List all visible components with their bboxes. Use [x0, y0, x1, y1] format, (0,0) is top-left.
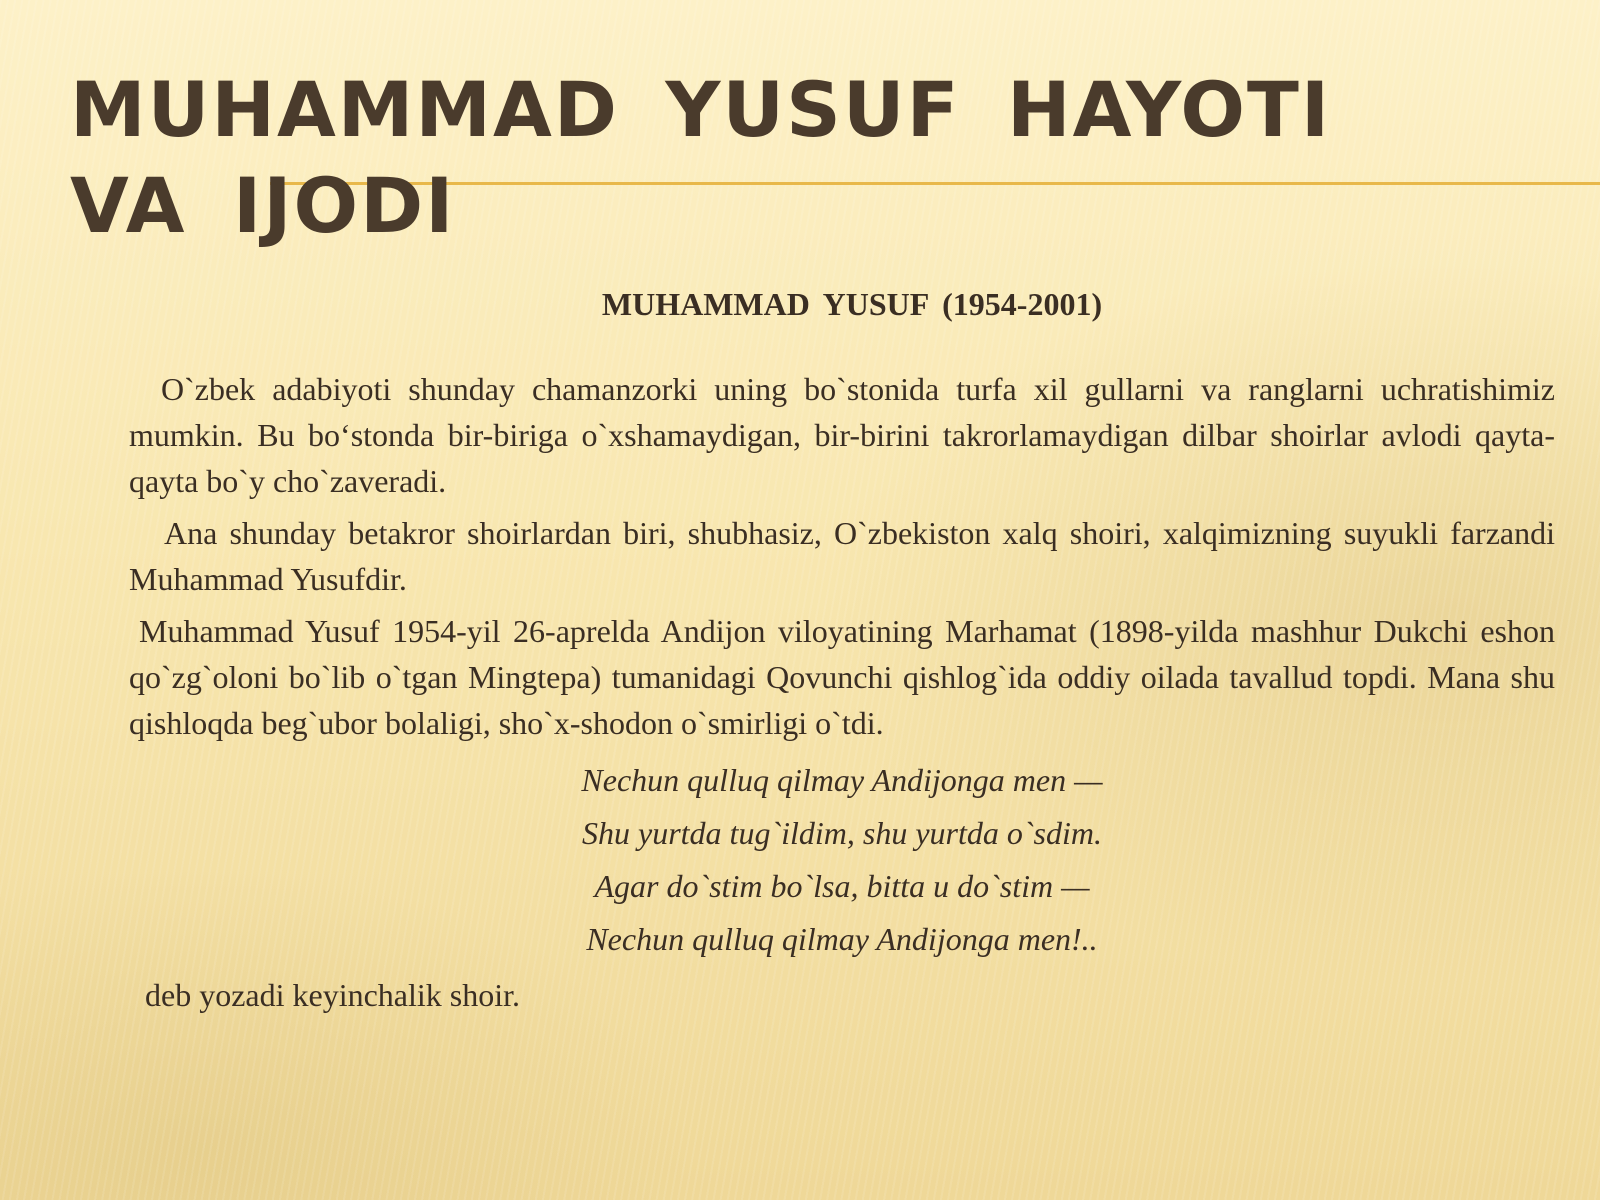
poem-line: Agar do`stim bo`lsa, bitta u do`stim — — [594, 868, 1090, 904]
poem-line: Nechun qulluq qilmay Andijonga men — — [581, 762, 1103, 798]
paragraph-poet: Ana shunday betakror shoirlardan biri, shubhasiz, O`zbekiston xalq shoiri, xalqimizning suyukli farzandi Muhammad Yusufdir. — [129, 515, 1555, 597]
paragraph-biography: Muhammad Yusuf 1954-yil 26-aprelda Andijon viloyatining Marhamat (1898-yilda mashhur Dukchi eshon qo`zg`oloni bo`lib o`tgan Mingtepa) tumanidagi Qovunchi qishlog`ida oddiy oilada tavallud topdi. Mana shu qishloqda beg`ubor bolaligi, sho`x-shodon o`smirligi o`tdi. — [129, 613, 1555, 741]
poem-line: Nechun qulluq qilmay Andijonga men!.. — [586, 921, 1098, 957]
poem-line: Shu yurtda tug`ildim, shu yurtda o`sdim. — [582, 815, 1102, 851]
slide-title: MUHAMMAD YUSUF HAYOTI VA IJODI — [70, 65, 1332, 250]
author-heading: MUHAMMAD YUSUF (1954-2001) — [601, 286, 1103, 322]
poem-quote — [129, 754, 1555, 966]
closing-line: deb yozadi keyinchalik shoir. — [145, 977, 521, 1013]
slide-body — [129, 282, 1555, 1018]
paragraph-intro: O`zbek adabiyoti shunday chamanzorki uning bo`stonida turfa xil gullarni va ranglarni uchratishimiz mumkin. Bu bo‘stonda bir-biriga o`xshamaydigan, bir-birini takrorlamaydigan dilbar shoirlar avlodi qayta-qayta bo`y cho`zaveradi. — [129, 371, 1555, 499]
